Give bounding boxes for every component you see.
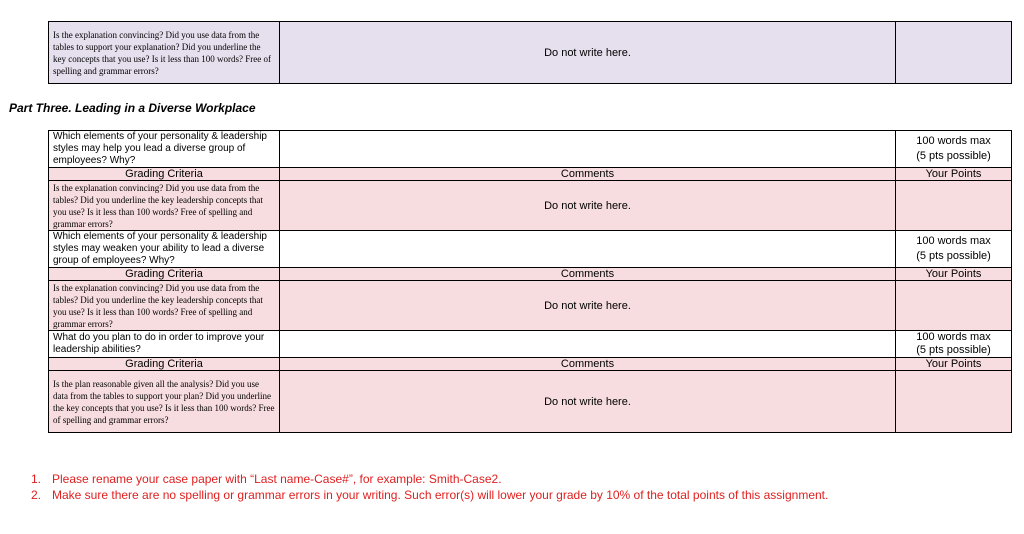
grading-header-row-2 (49, 268, 1012, 281)
top-comment-text: Do not write here. (544, 46, 631, 59)
note-item-2 (31, 488, 828, 504)
criteria-text-3: Is the plan reasonable given all the analysis? Did you use data from the tables to support your plan? Did you underline the key concepts that you use? Is it less than 100 words? Free of spelling and grammar errors? (53, 378, 275, 425)
top-comment-cell (280, 22, 896, 84)
grading-row-3 (49, 371, 1012, 433)
note-item-1 (31, 472, 828, 488)
points-possible-2: (5 pts possible) (916, 250, 991, 262)
part-title: Part Three. Leading in a Diverse Workplace (9, 101, 256, 115)
answer-cell-2[interactable] (280, 231, 896, 268)
question-cell-1 (49, 131, 280, 168)
grading-criteria-label-1: Grading Criteria (49, 168, 280, 181)
question-row-1 (49, 131, 1012, 168)
word-limit-2: 100 words max (916, 235, 991, 247)
question-row-2 (49, 231, 1012, 268)
word-limit-cell-2 (896, 231, 1012, 268)
grading-header-row-1 (49, 168, 1012, 181)
word-limit-cell-3 (896, 331, 1012, 358)
points-possible-3: (5 pts possible) (916, 344, 991, 356)
question-cell-3 (49, 331, 280, 358)
your-points-label-3: Your Points (896, 358, 1012, 371)
criteria-text-2: Is the explanation convincing? Did you use data from the tables? Did you underline the key leadership concepts that you use? Is it less than 100 words? Free of spelling and grammar errors? (53, 282, 263, 329)
points-cell-2[interactable] (896, 281, 1012, 331)
question-row-3 (49, 331, 1012, 358)
your-points-label-1: Your Points (896, 168, 1012, 181)
top-criteria-text: Is the explanation convincing? Did you use data from the tables to support your explanation? Did you underline the key concepts that you use? Is it less than 100 words? Free of spelling and grammar errors? (53, 29, 271, 76)
word-limit-cell-1 (896, 131, 1012, 168)
comment-cell-3 (280, 371, 896, 433)
notes-list (31, 472, 828, 503)
comment-text-1: Do not write here. (544, 199, 631, 212)
comments-label-1: Comments (280, 168, 896, 181)
comment-cell-1 (280, 181, 896, 231)
question-text-1: Which elements of your personality & leadership styles may help you lead a diverse group of employees? Why? (53, 131, 267, 166)
grading-header-row-3 (49, 358, 1012, 371)
your-points-label-2: Your Points (896, 268, 1012, 281)
answer-cell-1[interactable] (280, 131, 896, 168)
note-number-1: 1. (31, 472, 42, 486)
top-criteria-cell (49, 22, 280, 84)
top-grading-table (48, 21, 1012, 84)
comment-text-3: Do not write here. (544, 395, 631, 408)
points-cell-1[interactable] (896, 181, 1012, 231)
answer-cell-3[interactable] (280, 331, 896, 358)
comments-label-2: Comments (280, 268, 896, 281)
question-text-3: What do you plan to do in order to improve your leadership abilities? (53, 332, 265, 355)
part-three-table (48, 130, 1012, 433)
grading-row-1 (49, 181, 1012, 231)
comment-cell-2 (280, 281, 896, 331)
question-text-2: Which elements of your personality & leadership styles may weaken your ability to lead a diverse group of employees? Why? (53, 231, 267, 266)
points-cell-3[interactable] (896, 371, 1012, 433)
question-cell-2 (49, 231, 280, 268)
criteria-text-1: Is the explanation convincing? Did you use data from the tables? Did you underline the key leadership concepts that you use? Is it less than 100 words? Free of spelling and grammar errors? (53, 182, 263, 229)
criteria-cell-2 (49, 281, 280, 331)
grading-criteria-label-3: Grading Criteria (49, 358, 280, 371)
word-limit-3: 100 words max (916, 331, 991, 343)
points-possible-1: (5 pts possible) (916, 150, 991, 162)
comment-text-2: Do not write here. (544, 299, 631, 312)
top-points-cell[interactable] (896, 22, 1012, 84)
word-limit-1: 100 words max (916, 135, 991, 147)
note-number-2: 2. (31, 487, 42, 502)
criteria-cell-3 (49, 371, 280, 433)
grading-row-2 (49, 281, 1012, 331)
grading-criteria-label-2: Grading Criteria (49, 268, 280, 281)
criteria-cell-1 (49, 181, 280, 231)
note-text-1: Please rename your case paper with “Last name-Case#”, for example: Smith-Case2. (52, 472, 502, 486)
note-text-2: Make sure there are no spelling or grammar errors in your writing. Such error(s) will lower your grade by 10% of the total points of this assignment. (52, 487, 829, 502)
comments-label-3: Comments (280, 358, 896, 371)
